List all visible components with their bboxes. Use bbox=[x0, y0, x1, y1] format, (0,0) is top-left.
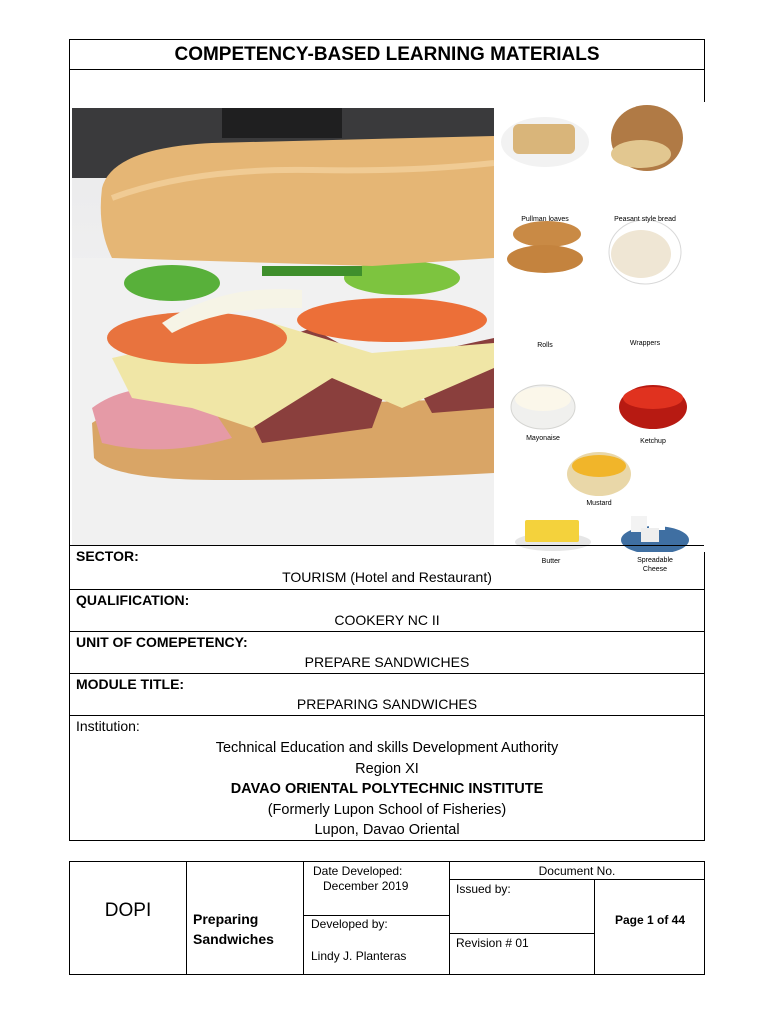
page-number: Page 1 of 44 bbox=[614, 913, 686, 927]
unit-label: UNIT OF COMEPETENCY: bbox=[76, 634, 248, 650]
qualification-row bbox=[70, 589, 704, 631]
institution-name: DAVAO ORIENTAL POLYTECHNIC INSTITUTE bbox=[230, 781, 544, 797]
module-row bbox=[70, 673, 704, 715]
institution-row bbox=[70, 715, 704, 841]
peasant-bread-icon bbox=[611, 105, 683, 171]
ingredient-label: Ketchup bbox=[640, 438, 666, 445]
ingredient-label: Mustard bbox=[586, 500, 612, 507]
ingredient-label: Spreadable bbox=[637, 557, 673, 564]
unit-row bbox=[70, 631, 704, 673]
module-short-title bbox=[193, 909, 274, 949]
institution-line: Technical Education and skills Development Authority bbox=[215, 740, 559, 756]
cover-frame bbox=[69, 39, 705, 841]
document-footer-table bbox=[69, 861, 705, 975]
ingredients-collage bbox=[495, 102, 705, 573]
sandwich-icon bbox=[72, 108, 494, 546]
ingredient-label: Cheese bbox=[642, 566, 668, 573]
wrappers-icon bbox=[609, 220, 681, 284]
page-title: COMPETENCY-BASED LEARNING MATERIALS bbox=[70, 40, 704, 70]
sandwich-photo bbox=[72, 108, 494, 546]
revision-number: Revision # 01 bbox=[456, 936, 529, 950]
sector-row bbox=[70, 545, 704, 589]
qualification-value: COOKERY NC II bbox=[334, 612, 440, 628]
institution-line: Lupon, Davao Oriental bbox=[314, 822, 460, 838]
institution-label: Institution: bbox=[76, 718, 140, 734]
institution-line: Region XI bbox=[355, 760, 419, 777]
ingredient-label: Pullman loaves bbox=[521, 216, 569, 223]
institution-line: (Formerly Lupon School of Fisheries) bbox=[267, 801, 507, 818]
developer-name: Lindy J. Planteras bbox=[311, 949, 407, 963]
rolls-icon bbox=[507, 221, 583, 273]
sector-value: TOURISM (Hotel and Restaurant) bbox=[282, 569, 492, 585]
issued-by-label: Issued by: bbox=[456, 882, 511, 896]
ingredient-label: Rolls bbox=[537, 342, 553, 349]
footer-title-line: Preparing bbox=[193, 911, 259, 927]
org-name: DOPI bbox=[104, 900, 152, 921]
ingredient-label: Peasant style bread bbox=[614, 216, 676, 223]
developed-by-label: Developed by: bbox=[311, 917, 388, 931]
unit-value: PREPARE SANDWICHES bbox=[304, 654, 470, 670]
module-value: PREPARING SANDWICHES bbox=[296, 696, 478, 712]
date-developed-label: Date Developed: bbox=[313, 864, 403, 878]
pullman-bread-icon bbox=[501, 117, 589, 167]
ingredient-label: Wrappers bbox=[629, 340, 661, 347]
footer-title-line: Sandwiches bbox=[193, 931, 274, 947]
mayonnaise-icon bbox=[511, 385, 575, 429]
qualification-label: QUALIFICATION: bbox=[76, 592, 190, 608]
ketchup-icon bbox=[619, 385, 687, 429]
ingredient-label: Butter bbox=[541, 558, 561, 565]
sector-label: SECTOR: bbox=[76, 548, 139, 564]
mustard-icon bbox=[567, 452, 631, 496]
document-no-label: Document No. bbox=[538, 864, 616, 878]
institution-lines bbox=[70, 738, 704, 841]
ingredient-label: Mayonaise bbox=[526, 435, 560, 442]
date-developed-value: December 2019 bbox=[323, 879, 409, 893]
module-label: MODULE TITLE: bbox=[76, 676, 185, 692]
